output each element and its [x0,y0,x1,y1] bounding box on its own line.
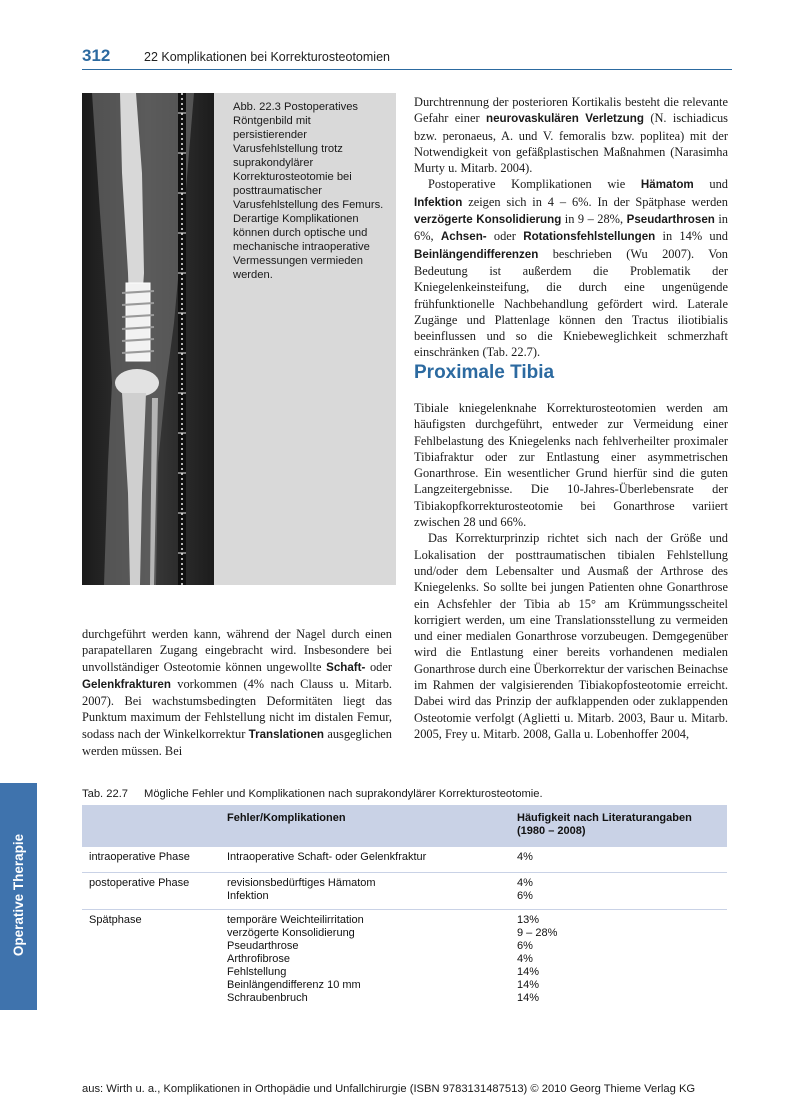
freq-cell [517,914,557,1005]
items-cell [227,914,364,1005]
phase-cell: Spätphase [89,914,142,926]
cell-line: Schraubenbruch [227,992,308,1004]
bold-term: verzögerte Konsolidierung [414,213,562,227]
text-run: (N. ischiadicus bzw. peronaeus, A. und V. femoralis bzw. poplitea) mit der Notwendigkeit von gefäßplastischen Maßnahmen (Narasimha Murty u. Mitarb. 2004). [414,111,728,176]
text-run: und [693,177,728,192]
table-caption [82,788,732,800]
cell-line: 13% [517,914,540,926]
figure-box [82,93,396,585]
cell-line: 9 – 28% [517,927,558,939]
cell-line: Intraoperative Schaft- oder Gelenkfraktur [227,851,427,863]
cell-line: Infektion [227,890,269,902]
text-run: in 6%, [414,212,729,244]
right-column-top [414,94,728,361]
cell-line: 14% [517,992,540,1004]
bold-term: Beinlängendifferenzen [414,247,539,261]
header-rule [82,69,732,70]
paragraph [414,94,728,176]
paragraph: Tibiale kniegelenknahe Korrekturosteotomien werden am häufigsten durchgeführt, entweder zur Vermeidung einer Fehlbelastung des Kniegelenks nach fehlverheilter proximaler Tibiafraktur oder zur Entlastung einer asymmetrischen Gonarthrose. Ein wesentlicher Grund hierfür sind die guten Langzeitergebnisse. Die 10-Jahres-Überlebensrate der Tibiakopfkorrekturosteotomie bei Gonarthrose variiert zwischen 28 und 66%. [414,401,728,530]
cell-line: 6% [517,890,533,902]
cell-line: revisionsbedürftiges Hämatom [227,877,376,889]
cell-line: 4% [517,877,533,889]
table-caption-text: Mögliche Fehler und Komplikationen nach suprakondylärer Korrekturosteotomie. [144,788,543,800]
phase-cell: postoperative Phase [89,877,190,889]
table-row [82,910,727,1014]
freq-cell [517,877,533,903]
text-run: in 9 – 28%, [561,212,627,227]
cell-line: 4% [517,953,533,965]
paragraph: Das Korrekturprinzip richtet sich nach der Größe und Lokalisation der posttraumatischen tibialen Fehlstellung und/oder dem Lebensalter und Ausmaß der Arthrose des Kniegelenks. So sollte bei jungen Patienten ohne Gonarthrose ein Achsfehler der Tibia ab 15° am Krümmungsscheitel korrigiert werden, um eine Translationsstellung zu vermeiden und einer medialen Gonarthrose vorzubeugen. Demgegenüber wird die Entlastung einer bereits vorhandenen medialen Gonarthrose durch eine Überkorrektur der varischen Beinachse im Rahmen der valgisierenden Tibiakopfosteotomie erreicht. Dabei wird das Prinzip der aufklappenden oder zuklappenden Osteotomie verfolgt (Aglietti u. Mitarb. 2003, Baur u. Mitarb. 2005, Frey u. Mitarb. 2008, Galla u. Lobenhoffer 2004, [414,531,728,741]
paragraph [414,176,728,360]
items-cell [227,877,376,903]
items-cell [227,851,426,864]
text-run: durchgeführt werden kann, während der Nagel durch einen parapatellaren Zugang eingebracht wird. Insbesondere bei unvollständiger Osteotomie können ungewollte [82,627,392,674]
bold-term: Hämatom [640,178,694,192]
table-row [82,847,727,873]
header-cell [517,812,692,838]
complications-table [82,805,727,1014]
header-cell: Fehler/Komplikationen [227,812,346,824]
cell-line: 14% [517,979,540,991]
cell-line: verzögerte Konsolidierung [227,927,355,939]
cell-line: 4% [517,851,533,863]
table-row [82,873,727,910]
cell-line: Fehlstellung [227,966,287,978]
cell-line: Beinlängendifferenz 10 mm [227,979,361,991]
cell-line: Arthrofibrose [227,953,290,965]
chapter-title: 22 Komplikationen bei Korrekturosteotomien [144,50,390,64]
bold-term: Infektion [414,195,463,209]
bold-term: Achsen- [440,230,487,244]
bold-term: Pseudarthrosen [626,213,715,227]
text-run: zeigen sich in 4 – 6%. In der Spätphase werden [462,194,728,209]
section-heading: Proximale Tibia [414,362,555,383]
bold-term: Translationen [248,727,325,741]
table-label: Tab. 22.7 [82,788,129,800]
right-column-bottom [414,400,728,742]
text-run: ausgeglichen werden müssen. Bei [82,726,392,759]
figure-caption: Abb. 22.3 Postoperatives Röntgenbild mit persistierender Varusfehlstellung trotz suprakondylärer Korrekturosteotomie bei posttraumatischer Varusfehlstellung des Femurs. Derartige Komplikationen können durch optische und mechanische intraoperative Vermessungen vermieden werden. [233,101,384,281]
text-run: Postoperative Komplikationen wie [428,177,641,192]
text-run: Durchtrennung der posterioren Kortikalis besteht die relevante Gefahr einer [414,95,728,126]
text-run: oder [365,659,392,674]
bold-term: neurovaskulären Verletzung [485,112,644,126]
cell-line: 6% [517,940,533,952]
xray-image [82,93,214,585]
text-run: vorkommen (4% nach Clauss u. Mitarb. 2007). Bei wachstumsbedingten Deformitäten liegt das Punktum maximum der Fehlstellung nicht im distalen Femur, sodass nach der Winkelkorrektur [82,676,392,741]
left-column-text [82,626,392,759]
paragraph [82,626,392,759]
running-header [82,44,732,68]
header-line: (1980 – 2008) [517,825,586,837]
text-run: beschrieben (Wu 2007). Von Bedeutung ist außerdem die Problematik der Kniegelenkeinsteifung, die durch eine ungenügende frühfunktionelle Nachbehandlung gefördert wird. Laterale Zugänge und Plattenlage können den Tractus iliotibialis beeinflussen und so die Kniebeweglichkeit schmerzhaft einschränken (Tab. 22.7). [414,246,728,360]
table-header [82,805,727,847]
cell-line: 14% [517,966,540,978]
bold-term: Schaft- [326,660,366,674]
text-run: in 14% und [655,229,728,244]
footer-source: aus: Wirth u. a., Komplikationen in Orthopädie und Unfallchirurgie (ISBN 9783131487513) © 2010 Georg Thieme Verlag KG [82,1083,696,1095]
bold-term: Gelenkfrakturen [82,677,171,691]
phase-cell: intraoperative Phase [89,851,190,863]
bold-term: Rotationsfehlstellungen [523,230,656,244]
page-number: 312 [82,46,111,65]
text-run: oder [486,229,524,244]
thumb-tab-label: Operative Therapie [11,833,26,957]
cell-line: temporäre Weichteilirritation [227,914,364,926]
cell-line: Pseudarthrose [227,940,299,952]
header-line: Häufigkeit nach Literaturangaben [517,812,692,824]
freq-cell [517,851,533,864]
